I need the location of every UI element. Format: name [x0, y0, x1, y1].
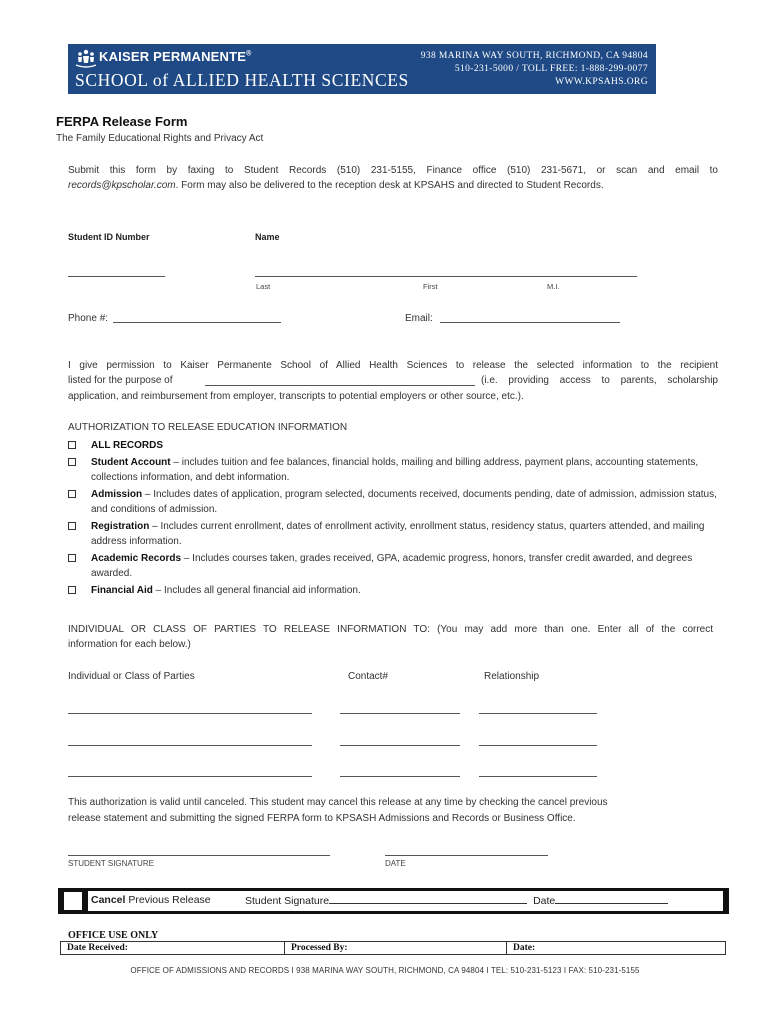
party-field-2[interactable] — [68, 745, 312, 746]
page-footer: OFFICE OF ADMISSIONS AND RECORDS I 938 MARINA WAY SOUTH, RICHMOND, CA 94804 I TEL: 510-231-5123 I FAX: 510-231-5155 — [130, 966, 640, 975]
name-field[interactable] — [255, 276, 637, 277]
page-title: FERPA Release Form — [56, 114, 188, 129]
checkbox[interactable] — [68, 554, 76, 562]
student-signature-label: STUDENT SIGNATURE — [68, 859, 154, 868]
date-received-cell: Date Received: — [61, 942, 285, 955]
checkbox[interactable] — [68, 490, 76, 498]
auth-item-all-records: ALL RECORDS — [68, 438, 728, 453]
checkbox[interactable] — [68, 458, 76, 466]
cancel-signature-date: Student Signature Date — [240, 891, 723, 911]
office-use-title: OFFICE USE ONLY — [68, 930, 159, 941]
submit-instructions-line1: Submit this form by faxing to Student Records (510) 231-5155, Finance office (510) 231-5671, or scan and email to — [68, 165, 718, 176]
checkbox[interactable] — [68, 441, 76, 449]
relationship-field-2[interactable] — [479, 745, 597, 746]
last-label: Last — [256, 282, 271, 291]
party-field-3[interactable] — [68, 776, 312, 777]
auth-item-student-account: Student Account – includes tuition and fee balances, financial holds, mailing and billing address, payment plans, accounting statements, collections information, and debt information. — [68, 455, 728, 485]
office-date-cell: Date: — [513, 943, 536, 953]
authorization-list — [68, 438, 728, 600]
cancel-checkbox[interactable] — [64, 892, 82, 910]
col-party-label: Individual or Class of Parties — [68, 671, 195, 682]
cancel-release-bar — [58, 888, 729, 914]
parties-heading-line1: INDIVIDUAL OR CLASS OF PARTIES TO RELEASE INFORMATION TO: (You may add more than one. Enter all of the correct — [68, 624, 713, 635]
permission-line2-start: listed for the purpose of — [68, 375, 173, 386]
contact-field-2[interactable] — [340, 745, 460, 746]
authorization-heading: AUTHORIZATION TO RELEASE EDUCATION INFORMATION — [68, 422, 348, 433]
cancel-signature-field[interactable] — [329, 894, 527, 904]
permission-line2-end: (i.e. providing access to parents, scholarship — [481, 375, 718, 386]
name-label: Name — [255, 232, 280, 242]
brand-name: KAISER PERMANENTE® — [99, 49, 252, 64]
parties-heading-line2: information for each below.) — [68, 639, 191, 650]
school-name: SCHOOL of ALLIED HEALTH SCIENCES — [75, 70, 409, 90]
date-label: DATE — [385, 859, 406, 868]
auth-item-academic-records: Academic Records – Includes courses taken, grades received, GPA, academic progress, honors, transfer credit awarded, and degrees awarded. — [68, 551, 728, 581]
submit-instructions-line2: records@kpscholar.com. Form may also be delivered to the reception desk at KPSAHS and directed to Student Records. — [68, 180, 604, 191]
page-subtitle: The Family Educational Rights and Privacy Act — [56, 133, 264, 144]
email-label: Email: — [405, 313, 433, 324]
mi-label: M.I. — [547, 282, 560, 291]
relationship-field-3[interactable] — [479, 776, 597, 777]
col-contact-label: Contact# — [348, 671, 389, 682]
email-field[interactable] — [440, 322, 620, 323]
student-id-label: Student ID Number — [68, 232, 150, 242]
validity-line1: This authorization is valid until canceled. This student may cancel this release at any time by checking the cancel previous — [68, 797, 608, 808]
student-id-field[interactable] — [68, 276, 165, 277]
auth-item-financial-aid: Financial Aid – Includes all general financial aid information. — [68, 583, 728, 598]
col-relationship-label: Relationship — [484, 671, 540, 682]
cancel-date-field[interactable] — [555, 894, 668, 904]
date-field[interactable] — [385, 855, 548, 856]
student-signature-field[interactable] — [68, 855, 330, 856]
permission-line1: I give permission to Kaiser Permanente School of Allied Health Sciences to release the selected information to the recipient — [68, 360, 718, 371]
phone-label: Phone #: — [68, 313, 109, 324]
people-figures-icon — [75, 49, 97, 69]
records-email: records@kpscholar.com — [68, 180, 176, 191]
cancel-previous-release: Cancel Previous Release — [88, 891, 240, 911]
purpose-field[interactable] — [205, 385, 475, 386]
contact-field-3[interactable] — [340, 776, 460, 777]
validity-line2: release statement and submitting the signed FERPA form to KPSASH Admissions and Records or Business Office. — [68, 813, 576, 824]
auth-item-registration: Registration – Includes current enrollment, dates of enrollment activity, enrollment status, residency status, quarters attended, and mailing address information. — [68, 519, 728, 549]
relationship-field-1[interactable] — [479, 713, 597, 714]
party-field-1[interactable] — [68, 713, 312, 714]
permission-line3: application, and reimbursement from employer, transcripts to potential employers or other source, etc.). — [68, 391, 524, 402]
processed-by-cell: Processed By: — [285, 942, 507, 955]
checkbox[interactable] — [68, 522, 76, 530]
header-banner — [68, 44, 656, 94]
first-label: First — [423, 282, 438, 291]
office-use-table — [60, 941, 726, 955]
header-address: 938 MARINA WAY SOUTH, RICHMOND, CA 94804 510-231-5000 / TOLL FREE: 1-888-299-0077 WWW.KPSAHS.ORG — [420, 51, 648, 87]
auth-item-admission: Admission – Includes dates of application, program selected, documents received, documents pending, date of admission, admission status, and conditions of admission. — [68, 487, 728, 517]
checkbox[interactable] — [68, 586, 76, 594]
contact-field-1[interactable] — [340, 713, 460, 714]
phone-field[interactable] — [113, 322, 281, 323]
